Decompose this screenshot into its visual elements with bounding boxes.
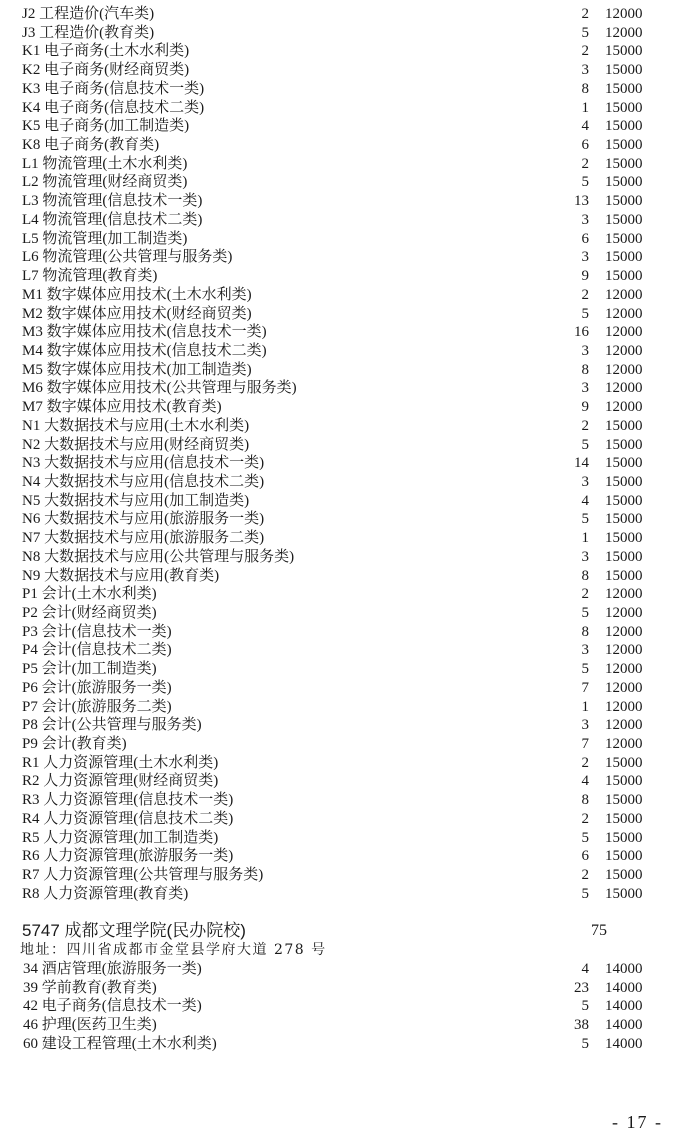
table-row [22,885,662,904]
major-name: 60 建设工程管理(土木水利类) [23,1035,217,1052]
enrollment-count: 9 [581,399,589,416]
table-row [22,604,662,623]
enrollment-count: 3 [581,211,589,228]
tuition-fee: 12000 [605,679,643,696]
table-row [22,698,662,717]
major-name: 42 电子商务(信息技术一类) [23,998,202,1015]
major-name: M2 数字媒体应用技术(财经商贸类) [22,305,252,322]
major-name: K3 电子商务(信息技术一类) [22,80,205,97]
table-row [22,623,662,642]
major-name: K8 电子商务(教育类) [22,137,160,154]
school-heading-row [22,921,662,941]
tuition-fee: 12000 [605,380,643,397]
tuition-fee: 12000 [605,324,643,341]
table-row [22,529,662,548]
major-name: N4 大数据技术与应用(信息技术二类) [22,473,265,490]
tuition-fee: 15000 [605,810,643,827]
enrollment-count: 2 [581,586,589,603]
major-name: N9 大数据技术与应用(教育类) [22,567,220,584]
tuition-fee: 15000 [605,885,643,902]
school-major-list [22,960,662,1054]
enrollment-count: 4 [581,118,589,135]
tuition-fee: 15000 [605,249,643,266]
tuition-fee: 15000 [605,473,643,490]
tuition-fee: 15000 [605,268,643,285]
enrollment-count: 6 [581,848,589,865]
tuition-fee: 15000 [605,754,643,771]
major-list [22,5,662,904]
table-row [22,454,662,473]
major-name: P3 会计(信息技术一类) [22,623,172,640]
enrollment-count: 5 [581,174,589,191]
tuition-fee: 15000 [605,511,643,528]
enrollment-count: 5 [581,998,589,1015]
major-name: R1 人力资源管理(土木水利类) [22,754,219,771]
enrollment-count: 3 [581,380,589,397]
table-row [22,791,662,810]
table-row [22,1016,662,1035]
tuition-fee: 14000 [605,998,643,1015]
enrollment-count: 7 [581,736,589,753]
table-row [22,866,662,885]
enrollment-count: 5 [581,885,589,902]
tuition-fee: 14000 [605,979,643,996]
major-name: R6 人力资源管理(旅游服务一类) [22,848,234,865]
major-name: M5 数字媒体应用技术(加工制造类) [22,361,252,378]
major-name: L3 物流管理(信息技术一类) [22,193,203,210]
table-row [22,548,662,567]
enrollment-count: 2 [581,810,589,827]
table-row [22,754,662,773]
major-name: P7 会计(旅游服务二类) [22,698,172,715]
table-row [22,80,662,99]
tuition-fee: 15000 [605,436,643,453]
enrollment-count: 23 [574,979,589,996]
major-name: M1 数字媒体应用技术(土木水利类) [22,286,252,303]
major-name: L6 物流管理(公共管理与服务类) [22,249,233,266]
enrollment-count: 16 [574,324,589,341]
major-name: K5 电子商务(加工制造类) [22,118,190,135]
school-address: 地址：四川省成都市金堂县学府大道 278 号 [20,942,327,958]
major-name: N2 大数据技术与应用(财经商贸类) [22,436,250,453]
tuition-fee: 15000 [605,137,643,154]
tuition-fee: 12000 [605,361,643,378]
enrollment-count: 3 [581,62,589,79]
major-name: N8 大数据技术与应用(公共管理与服务类) [22,548,295,565]
enrollment-count: 8 [581,567,589,584]
tuition-fee: 14000 [605,961,643,977]
major-name: P5 会计(加工制造类) [22,661,157,678]
major-name: P1 会计(土木水利类) [22,586,157,603]
major-name: R3 人力资源管理(信息技术一类) [22,792,234,809]
major-name: N3 大数据技术与应用(信息技术一类) [22,455,265,472]
enrollment-count: 13 [574,193,589,210]
table-row [22,230,662,249]
tuition-fee: 15000 [605,848,643,865]
enrollment-count: 2 [581,43,589,60]
school-heading: 5747 成都文理学院(民办院校) [22,921,246,940]
major-name: R5 人力资源管理(加工制造类) [22,829,219,846]
tuition-fee: 15000 [605,530,643,547]
major-name: K1 电子商务(土木水利类) [22,43,190,60]
table-row [22,61,662,80]
enrollment-count: 1 [581,530,589,547]
enrollment-count: 4 [581,773,589,790]
table-row [22,361,662,380]
table-row [22,997,662,1016]
table-row [22,99,662,118]
tuition-fee: 15000 [605,62,643,79]
tuition-fee: 15000 [605,43,643,60]
major-name: L5 物流管理(加工制造类) [22,230,188,247]
enrollment-count: 5 [581,511,589,528]
table-row [22,155,662,174]
tuition-fee: 15000 [605,80,643,97]
tuition-fee: 12000 [605,342,643,359]
major-name: N6 大数据技术与应用(旅游服务一类) [22,511,265,528]
tuition-fee: 12000 [605,305,643,322]
page-number: - 17 - [612,1112,663,1132]
tuition-fee: 12000 [605,623,643,640]
tuition-fee: 14000 [605,1017,643,1034]
table-row [22,305,662,324]
major-name: P6 会计(旅游服务一类) [22,679,172,696]
tuition-fee: 15000 [605,455,643,472]
table-row [22,772,662,791]
enrollment-count: 5 [581,661,589,678]
enrollment-count: 5 [581,305,589,322]
major-name: N5 大数据技术与应用(加工制造类) [22,492,250,509]
enrollment-count: 2 [581,754,589,771]
table-row [22,716,662,735]
tuition-fee: 15000 [605,118,643,135]
major-name: M4 数字媒体应用技术(信息技术二类) [22,342,267,359]
enrollment-count: 8 [581,361,589,378]
table-row [22,735,662,754]
major-name: L2 物流管理(财经商贸类) [22,174,188,191]
enrollment-count: 4 [581,492,589,509]
major-name: R2 人力资源管理(财经商贸类) [22,773,219,790]
table-row [22,492,662,511]
table-row [22,473,662,492]
table-row [22,510,662,529]
major-name: 46 护理(医药卫生类) [23,1017,157,1034]
table-row [22,660,662,679]
tuition-fee: 12000 [605,698,643,715]
tuition-fee: 15000 [605,99,643,116]
table-row [22,436,662,455]
tuition-fee: 15000 [605,829,643,846]
tuition-fee: 15000 [605,230,643,247]
tuition-fee: 15000 [605,492,643,509]
table-row [22,267,662,286]
enrollment-count: 3 [581,473,589,490]
tuition-fee: 15000 [605,548,643,565]
enrollment-count: 2 [581,417,589,434]
table-row [22,979,662,998]
table-row [22,173,662,192]
enrollment-count: 5 [581,24,589,41]
table-row [22,248,662,267]
school-section [20,921,662,1052]
major-name: L1 物流管理(土木水利类) [22,155,188,172]
enrollment-count: 8 [581,80,589,97]
tuition-fee: 15000 [605,867,643,884]
enrollment-count: 6 [581,137,589,154]
table-row [22,567,662,586]
enrollment-count: 14 [574,455,589,472]
enrollment-count: 8 [581,792,589,809]
table-row [22,117,662,136]
tuition-fee: 12000 [605,399,643,416]
table-row [22,342,662,361]
enrollment-count: 3 [581,642,589,659]
table-row [22,641,662,660]
tuition-fee: 12000 [605,286,643,303]
table-row [22,398,662,417]
tuition-fee: 14000 [605,1035,643,1052]
enrollment-count: 3 [581,717,589,734]
tuition-fee: 15000 [605,174,643,191]
major-name: L4 物流管理(信息技术二类) [22,211,203,228]
major-name: R7 人力资源管理(公共管理与服务类) [22,867,264,884]
major-name: K4 电子商务(信息技术二类) [22,99,205,116]
tuition-fee: 15000 [605,773,643,790]
major-name: M3 数字媒体应用技术(信息技术一类) [22,324,267,341]
major-name: L7 物流管理(教育类) [22,268,158,285]
major-name: N1 大数据技术与应用(土木水利类) [22,417,250,434]
enrollment-count: 5 [581,436,589,453]
tuition-fee: 15000 [605,792,643,809]
table-row [22,679,662,698]
tuition-fee: 12000 [605,642,643,659]
major-name: K2 电子商务(财经商贸类) [22,62,190,79]
major-name: R8 人力资源管理(教育类) [22,885,189,902]
enrollment-count: 5 [581,829,589,846]
major-name: P2 会计(财经商贸类) [22,605,157,621]
table-row [22,323,662,342]
enrollment-count: 6 [581,230,589,247]
major-name: J2 工程造价(汽车类) [22,6,155,22]
enrollment-count: 2 [581,286,589,303]
enrollment-count: 3 [581,342,589,359]
major-name: N7 大数据技术与应用(旅游服务二类) [22,530,265,547]
tuition-fee: 15000 [605,567,643,584]
major-name: J3 工程造价(教育类) [22,24,155,41]
major-name: P9 会计(教育类) [22,736,127,753]
table-row [22,42,662,61]
enrollment-count: 9 [581,268,589,285]
tuition-fee: 12000 [605,605,643,621]
table-row [22,24,662,43]
major-name: P8 会计(公共管理与服务类) [22,717,202,734]
table-row [22,211,662,230]
table-row [22,829,662,848]
school-total: 75 [591,922,607,939]
table-row [22,192,662,211]
enrollment-count: 2 [581,155,589,172]
major-name: P4 会计(信息技术二类) [22,642,172,659]
table-row [22,585,662,604]
enrollment-count: 5 [581,605,589,621]
table-row [22,5,662,24]
tuition-fee: 12000 [605,661,643,678]
table-row [22,810,662,829]
major-name: M7 数字媒体应用技术(教育类) [22,399,222,416]
tuition-fee: 12000 [605,736,643,753]
major-name: M6 数字媒体应用技术(公共管理与服务类) [22,380,297,397]
table-row [22,417,662,436]
major-name: R4 人力资源管理(信息技术二类) [22,810,234,827]
tuition-fee: 12000 [605,24,643,41]
table-row [22,847,662,866]
table-row [22,136,662,155]
enrollment-count: 8 [581,623,589,640]
enrollment-count: 3 [581,548,589,565]
table-row [22,1035,662,1054]
tuition-fee: 12000 [605,586,643,603]
table-row [22,379,662,398]
enrollment-count: 4 [581,961,589,977]
table-row [22,286,662,305]
enrollment-count: 1 [581,99,589,116]
enrollment-count: 5 [581,1035,589,1052]
tuition-fee: 12000 [605,6,643,22]
tuition-fee: 12000 [605,717,643,734]
tuition-fee: 15000 [605,417,643,434]
enrollment-count: 7 [581,679,589,696]
table-row [22,960,662,979]
major-name: 39 学前教育(教育类) [23,979,157,996]
enrollment-count: 2 [581,6,589,22]
enrollment-count: 38 [574,1017,589,1034]
tuition-fee: 15000 [605,193,643,210]
tuition-fee: 15000 [605,211,643,228]
tuition-fee: 15000 [605,155,643,172]
enrollment-count: 2 [581,867,589,884]
enrollment-count: 1 [581,698,589,715]
major-name: 34 酒店管理(旅游服务一类) [23,961,202,977]
enrollment-count: 3 [581,249,589,266]
